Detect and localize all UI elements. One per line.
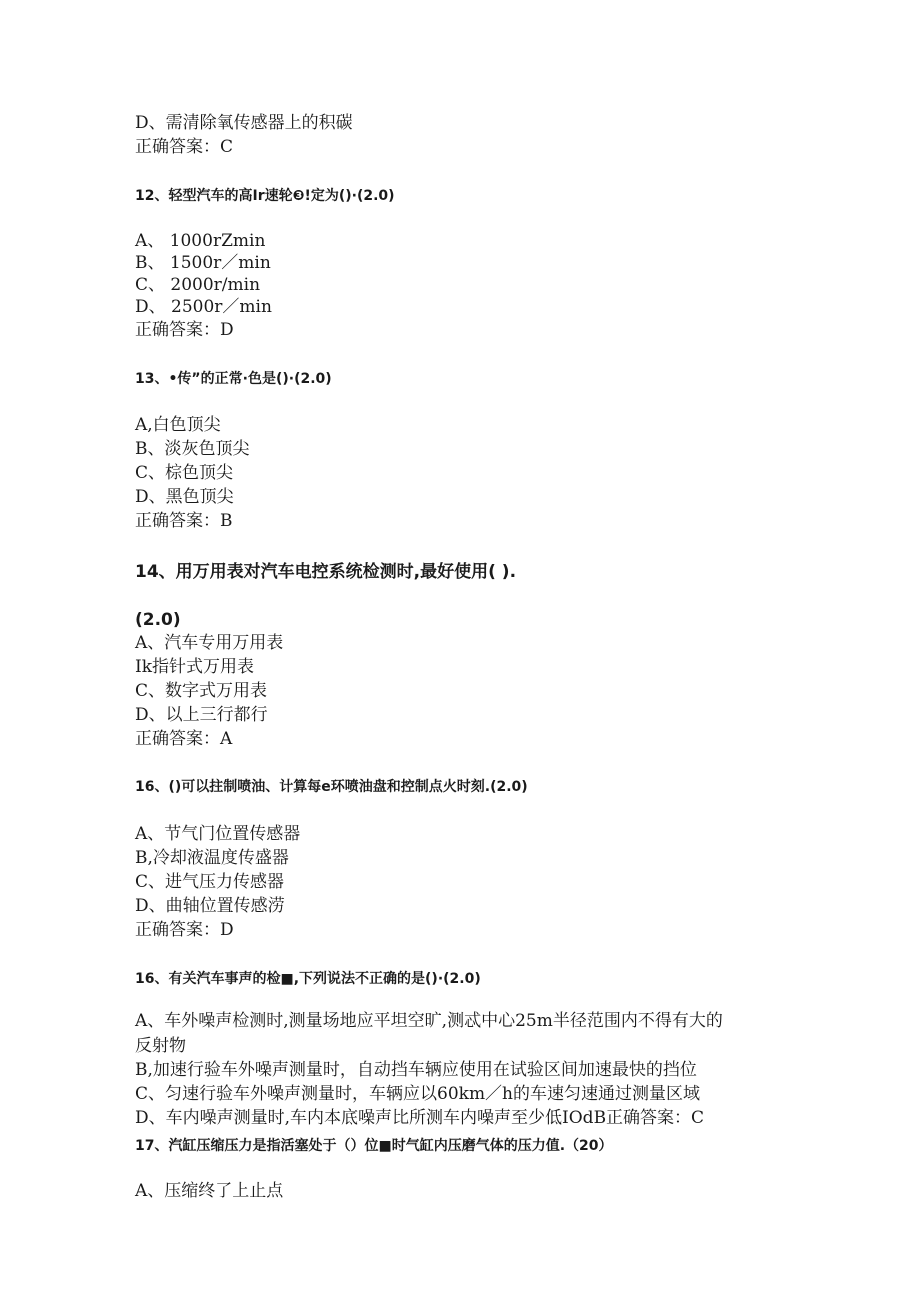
option-b: B,冷却液温度传盛器 — [135, 848, 289, 868]
option-a: A、汽车专用万用表 — [135, 633, 284, 653]
answer-line: 正确答案：C — [135, 137, 234, 157]
option-d: D、需清除氧传感器上的积碳 — [135, 113, 353, 133]
question-16a: 16、()可以拄制喷油、计算每e环喷油盘和控制点火时刻.(2.0) — [135, 779, 528, 795]
option-a-cont: 反射物 — [135, 1036, 186, 1056]
option-a: A、 1000rZmin — [135, 231, 266, 251]
question-12: 12、轻型汽车的高Ir速轮❸!定为()·(2.0) — [135, 188, 395, 204]
question-17: 17、汽缸压缩压力是指活塞处于（）位■时气缸内压磨气体的压力值.（20） — [135, 1138, 613, 1154]
question-14: 14、用万用表对汽车电控系统检测时,最好使用( ). — [135, 562, 517, 582]
option-a: A、车外噪声检测时,测量场地应平坦空旷,测忒中心25m半径范围内不得有大的 — [135, 1011, 723, 1031]
option-c: C、数字式万用表 — [135, 681, 268, 701]
option-d: D、黑色顶尖 — [135, 487, 234, 507]
option-c: C、进气压力传感器 — [135, 872, 285, 892]
option-a: A、节气门位置传感器 — [135, 824, 301, 844]
question-14-score: (2.0) — [135, 610, 181, 630]
option-d: D、 2500r／min — [135, 297, 272, 317]
option-b: B,加速行验车外噪声测量时，自动挡车辆应使用在试验区间加速最快的挡位 — [135, 1060, 697, 1080]
question-16b: 16、有关汽车事声的检■,下列说法不正确的是()·(2.0) — [135, 971, 481, 987]
option-c: C、棕色顶尖 — [135, 463, 234, 483]
option-b: Ik指针式万用表 — [135, 657, 255, 677]
answer-line: 正确答案：A — [135, 729, 233, 749]
answer-line: 正确答案：D — [135, 920, 234, 940]
question-13: 13、•传”的正常·色是()·(2.0) — [135, 371, 332, 387]
option-b: B、淡灰色顶尖 — [135, 439, 250, 459]
answer-line: 正确答案：D — [135, 320, 234, 340]
option-a: A、压缩终了上止点 — [135, 1181, 284, 1201]
option-b: B、 1500r／min — [135, 253, 271, 273]
option-d: D、曲轴位置传感涝 — [135, 896, 285, 916]
option-c: C、 2000r/min — [135, 275, 261, 295]
option-a: A,白色顶尖 — [135, 415, 221, 435]
option-d: D、以上三行都行 — [135, 705, 268, 725]
answer-line: 正确答案：B — [135, 511, 233, 531]
option-d-and-answer: D、车内噪声测量时,车内本底噪声比所测车内噪声至少低IOdB正确答案：C — [135, 1108, 705, 1128]
option-c: C、匀速行验车外噪声测量时，车辆应以60km／h的车速匀速通过测量区域 — [135, 1084, 701, 1104]
